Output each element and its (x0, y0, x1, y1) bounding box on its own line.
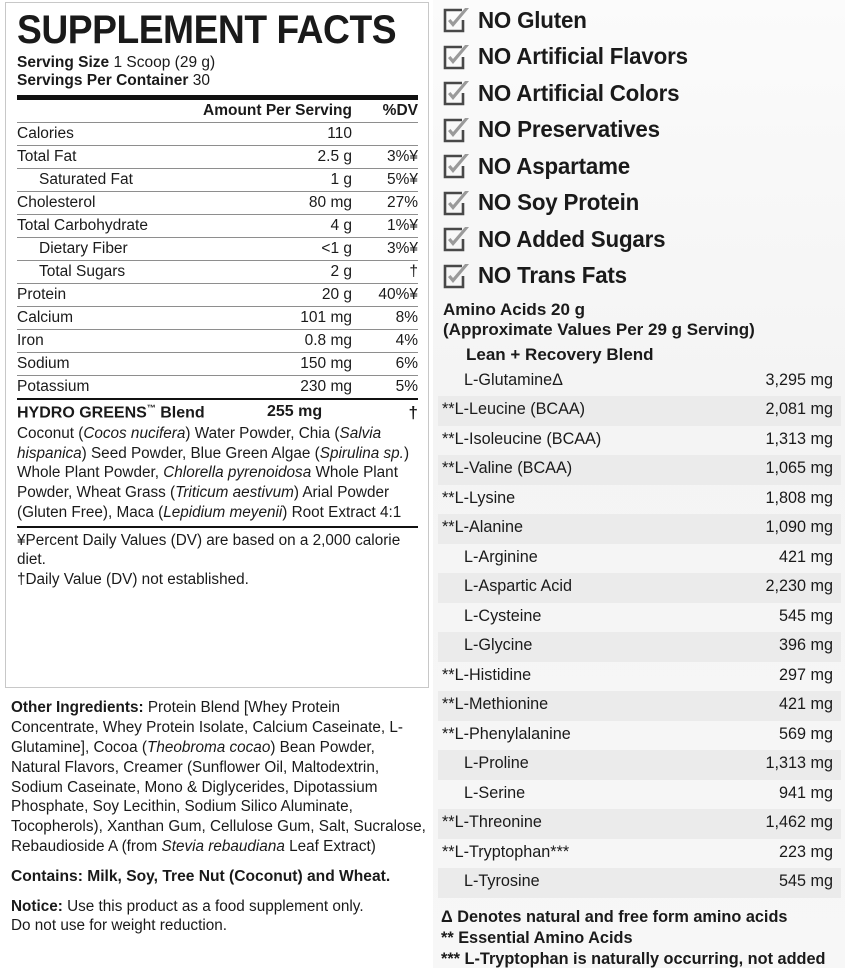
nutrient-amount: 80 mg (173, 191, 356, 214)
amino-acid-value: 3,295 mg (765, 370, 833, 389)
free-from-claim-label: NO Artificial Flavors (478, 43, 688, 70)
amino-acid-value: 396 mg (779, 636, 833, 655)
nutrient-name: Protein (17, 283, 173, 306)
nutrition-rows (17, 122, 418, 398)
nutrient-amount: 110 (173, 122, 356, 145)
amino-acids-title-line-2: (Approximate Values Per 29 g Serving) (443, 319, 755, 339)
nutrient-name: Cholesterol (17, 191, 173, 214)
free-from-claim-item (438, 112, 841, 149)
amino-acid-value: 2,230 mg (765, 577, 833, 596)
amino-acid-value: 1,313 mg (765, 429, 833, 448)
nutrient-name: Potassium (17, 375, 173, 398)
amino-acid-value: 1,090 mg (765, 518, 833, 537)
nutrient-daily-value: 4% (356, 329, 418, 352)
amino-acid-value: 421 mg (779, 547, 833, 566)
notice-line-2: Do not use for weight reduction. (11, 917, 227, 935)
amino-acid-name: **L-Histidine (442, 665, 532, 684)
nutrient-amount: 0.8 mg (173, 329, 356, 352)
amino-acid-footnote: ** Essential Amino Acids (441, 928, 633, 947)
divider-above-blend (17, 398, 418, 400)
nutrient-name: Sodium (17, 352, 173, 375)
nutrient-amount: 2 g (173, 260, 356, 283)
nutrient-amount: 230 mg (173, 375, 356, 398)
checkbox-checked-icon (442, 226, 472, 254)
amino-acid-row (438, 780, 841, 810)
nutrient-daily-value: 27% (356, 191, 418, 214)
checkbox-checked-icon (442, 263, 472, 291)
free-from-claim-label: NO Soy Protein (478, 189, 640, 216)
other-ingredients-text: Protein Blend [Whey Protein Concentrate, Whey Protein Isolate, Calcium Caseinate, L-Glutamine], Cocoa (Theobroma cocao) Bean Powder, Natural Flavors, Creamer (Sunflower Oil, Maltodextrin, Sodium Caseinate, Mono & Diglycerides, Dipotassium Phosphate, Soy Lecithin, Sodium Silico Aluminate, Tocopherols), Xanthan Gum, Cellulose Gum, Salt, Sucralose, Rebaudioside A (from Stevia rebaudiana Leaf Extract) (11, 699, 426, 856)
blend-name-suffix: Blend (155, 404, 205, 422)
nutrient-name: Dietary Fiber (17, 237, 173, 260)
nutrient-name: Total Carbohydrate (17, 214, 173, 237)
free-from-claim-label: NO Trans Fats (478, 262, 627, 289)
amino-acid-value: 223 mg (779, 842, 833, 861)
amino-acid-footnote: *** L-Tryptophan is naturally occurring, not added (441, 950, 826, 968)
amino-acid-value: 1,808 mg (765, 488, 833, 507)
column-header-dv: %DV (382, 101, 418, 119)
amino-acid-name: **L-Tryptophan*** (442, 842, 570, 861)
nutrient-amount: 1 g (173, 168, 356, 191)
checkbox-checked-icon (438, 5, 478, 35)
amino-acid-row (438, 544, 841, 574)
notice-block (11, 897, 428, 936)
amino-acid-row (438, 750, 841, 780)
amino-acid-value: 297 mg (779, 665, 833, 684)
amino-acid-name: **L-Valine (BCAA) (442, 459, 573, 478)
blend-dv-dagger: † (408, 402, 418, 422)
nutrient-daily-value: † (356, 260, 418, 283)
checkbox-checked-icon (438, 261, 478, 291)
free-from-claim-item (438, 2, 841, 39)
amino-acid-value: 941 mg (779, 783, 833, 802)
nutrient-name: Total Fat (17, 145, 173, 168)
amino-acid-name: L-Aspartic Acid (464, 577, 572, 596)
other-ingredients (11, 698, 428, 857)
checkbox-checked-icon (438, 42, 478, 72)
checkbox-checked-icon (438, 78, 478, 108)
amino-acid-row (438, 396, 841, 426)
footnotes (17, 528, 418, 589)
amino-acid-row (438, 809, 841, 839)
amino-acids-table (438, 367, 841, 898)
blend-amount: 255 mg (267, 402, 323, 420)
amino-acid-value: 1,462 mg (765, 813, 833, 832)
amino-acids-blend-label: Lean + Recovery Blend (466, 344, 654, 364)
amino-acid-name: L-Arginine (464, 547, 538, 566)
free-from-claim-label: NO Gluten (478, 6, 587, 33)
amino-acid-row (438, 426, 841, 456)
checkbox-checked-icon (442, 80, 472, 108)
servings-per-container-label: Servings Per Container (17, 71, 189, 89)
checkbox-checked-icon (442, 7, 472, 35)
nutrition-table-body (17, 100, 418, 123)
nutrient-daily-value: 6% (356, 352, 418, 375)
amino-acid-name: **L-Isoleucine (BCAA) (442, 429, 602, 448)
checkbox-checked-icon (442, 44, 472, 72)
amino-acid-row (438, 485, 841, 515)
table-row (17, 145, 418, 168)
blend-name (17, 403, 267, 423)
nutrient-daily-value: 5% (356, 375, 418, 398)
notice-line-1 (11, 897, 428, 916)
amino-acid-row (438, 603, 841, 633)
amino-acid-row (438, 573, 841, 603)
amino-acid-footnote: Δ Denotes natural and free form amino acids (441, 907, 788, 926)
checkbox-checked-icon (438, 151, 478, 181)
other-ingredients-heading: Other Ingredients: (11, 699, 144, 716)
nutrient-amount: 4 g (173, 214, 356, 237)
nutrition-table-header-row (17, 100, 418, 123)
nutrient-name: Iron (17, 329, 173, 352)
table-row (17, 168, 418, 191)
free-from-claim-item (438, 185, 841, 222)
right-column (433, 0, 845, 968)
amino-acid-name: **L-Phenylalanine (442, 724, 571, 743)
amino-acid-value: 545 mg (779, 872, 833, 891)
amino-acid-value: 421 mg (779, 695, 833, 714)
footnote-dv-not-established: †Daily Value (DV) not established. (17, 570, 249, 588)
amino-acid-name: L-Cysteine (464, 606, 542, 625)
checkbox-checked-icon (442, 117, 472, 145)
notice-text-1: Use this product as a food supplement only. (62, 898, 364, 915)
amino-acid-row (438, 514, 841, 544)
free-from-claim-item (438, 39, 841, 76)
table-row (17, 237, 418, 260)
amino-acid-row (438, 455, 841, 485)
amino-acid-row (438, 868, 841, 898)
free-from-claim-label: NO Artificial Colors (478, 79, 680, 106)
trademark-symbol: ™ (146, 402, 156, 413)
amino-acid-name: **L-Threonine (442, 813, 542, 832)
table-row (17, 214, 418, 237)
blend-header-row (17, 403, 418, 423)
nutrient-daily-value: 8% (356, 306, 418, 329)
amino-acids-title-line-1: Amino Acids 20 g (443, 300, 586, 319)
checkbox-checked-icon (442, 153, 472, 181)
amino-acid-value: 1,065 mg (765, 459, 833, 478)
amino-acid-value: 569 mg (779, 724, 833, 743)
amino-acids-footnotes (441, 907, 841, 968)
table-row (17, 352, 418, 375)
column-header-amount: Amount Per Serving (203, 101, 352, 119)
nutrient-amount: 150 mg (173, 352, 356, 375)
amino-acid-row (438, 367, 841, 397)
nutrient-daily-value: 3%¥ (356, 145, 418, 168)
nutrition-table (17, 100, 418, 398)
nutrient-amount: 2.5 g (173, 145, 356, 168)
amino-acid-row (438, 839, 841, 869)
serving-size-value: 1 Scoop (29 g) (113, 53, 216, 71)
nutrient-amount: <1 g (173, 237, 356, 260)
amino-acids-title (443, 300, 841, 340)
free-from-claim-item (438, 258, 841, 295)
amino-acid-row (438, 662, 841, 692)
amino-acid-name: **L-Lysine (442, 488, 516, 507)
checkbox-checked-icon (438, 188, 478, 218)
nutrient-amount: 20 g (173, 283, 356, 306)
amino-acid-name: L-Glycine (464, 636, 533, 655)
nutrient-daily-value (356, 122, 418, 145)
amino-acid-name: L-Serine (464, 783, 526, 802)
servings-per-container-value: 30 (192, 71, 210, 89)
table-row (17, 306, 418, 329)
amino-acid-value: 2,081 mg (765, 400, 833, 419)
header-spacer (17, 100, 173, 123)
table-row (17, 283, 418, 306)
supplement-facts-panel (5, 2, 429, 688)
amino-acid-row (438, 691, 841, 721)
amino-acid-name: **L-Leucine (BCAA) (442, 400, 586, 419)
free-from-claim-item (438, 148, 841, 185)
blend-name-main: HYDRO GREENS (17, 404, 147, 422)
amino-acid-name: **L-Methionine (442, 695, 549, 714)
amino-acid-row (438, 721, 841, 751)
nutrient-amount: 101 mg (173, 306, 356, 329)
allergen-contains-statement: Contains: Milk, Soy, Tree Nut (Coconut) and Wheat. (11, 868, 391, 885)
free-from-claims-list (438, 0, 841, 294)
nutrient-name: Total Sugars (17, 260, 173, 283)
nutrient-name: Calories (17, 122, 173, 145)
nutrient-name: Saturated Fat (17, 168, 173, 191)
serving-size-line (17, 54, 418, 72)
amino-acid-value: 545 mg (779, 606, 833, 625)
amino-acid-name: **L-Alanine (442, 518, 523, 537)
nutrient-name: Calcium (17, 306, 173, 329)
nutrient-daily-value: 3%¥ (356, 237, 418, 260)
free-from-claim-label: NO Preservatives (478, 116, 660, 143)
free-from-claim-label: NO Aspartame (478, 152, 630, 179)
servings-per-container-line (17, 72, 418, 90)
footnote-daily-values: ¥Percent Daily Values (DV) are based on a 2,000 calorie diet. (17, 532, 401, 569)
checkbox-checked-icon (438, 115, 478, 145)
checkbox-checked-icon (438, 224, 478, 254)
amino-acid-name: L-GlutamineΔ (464, 370, 563, 389)
blend-ingredients: Coconut (Cocos nucifera) Water Powder, Chia (Salvia hispanica) Seed Powder, Blue Green Algae (Spirulina sp.) Whole Plant Powder, Chlorella pyrenoidosa Whole Plant Powder, Wheat Grass (Triticum aestivum) Arial Powder (Gluten Free), Maca (Lepidium meyenii) Root Extract 4:1 (17, 424, 410, 522)
table-row (17, 260, 418, 283)
page-title: SUPPLEMENT FACTS (17, 8, 397, 52)
nutrient-daily-value: 1%¥ (356, 214, 418, 237)
amino-acid-row (438, 632, 841, 662)
nutrient-daily-value: 40%¥ (356, 283, 418, 306)
free-from-claim-label: NO Added Sugars (478, 225, 666, 252)
serving-size-label: Serving Size (17, 53, 110, 71)
amino-acid-value: 1,313 mg (765, 754, 833, 773)
notice-heading: Notice: (11, 898, 63, 915)
nutrient-daily-value: 5%¥ (356, 168, 418, 191)
table-row (17, 122, 418, 145)
table-row (17, 375, 418, 398)
table-row (17, 329, 418, 352)
free-from-claim-item (438, 75, 841, 112)
free-from-claim-item (438, 221, 841, 258)
table-row (17, 191, 418, 214)
amino-acid-name: L-Proline (464, 754, 529, 773)
checkbox-checked-icon (442, 190, 472, 218)
amino-acid-name: L-Tyrosine (464, 872, 540, 891)
